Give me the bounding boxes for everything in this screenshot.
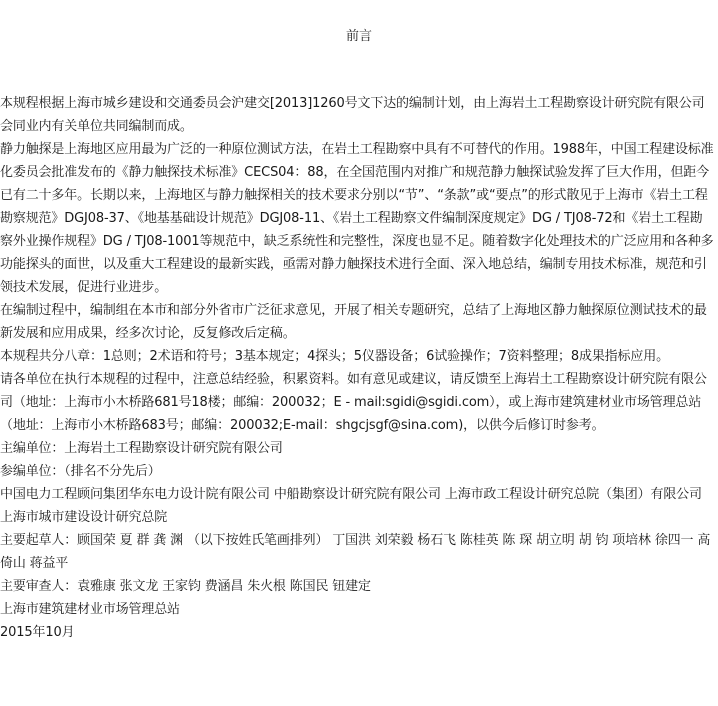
main-drafters: 主要起草人：顾国荣 夏 群 龚 渊 （以下按姓氏笔画排列） 丁国洪 刘荣毅 杨石飞 陈桂英 陈 琛 胡立明 胡 钧 项培林 徐四一 高倚山 蒋益平 xyxy=(0,533,711,571)
issue-date: 2015年10月 xyxy=(0,625,75,640)
document-body xyxy=(0,92,714,644)
issuing-authority: 上海市建筑建材业市场管理总站 xyxy=(0,602,180,617)
chief-editor-unit: 主编单位：上海岩土工程勘察设计研究院有限公司 xyxy=(0,441,283,456)
participating-units-label: 参编单位：（排名不分先后） xyxy=(0,464,161,479)
paragraph-background: 静力触探是上海地区应用最为广泛的一种原位测试方法，在岩土工程勘察中具有不可替代的作用。1988年，中国工程建设标准化委员会批准发布的《静力触探技术标准》CECS04：88，在全国范围内对推广和规范静力触探试验发挥了巨大作用，但距今已有二十多年。长期以来，上海地区与静力触探相关的技术要求分别以“节”、“条款”或“要点”的形式散见于上海市《岩土工程勘察规范》DGJ08-37、《地基基础设计规范》DGJ08-11、《岩土工程勘察文件编制深度规定》DG / TJ08-72和《岩土工程勘察外业操作规程》DG / TJ08-1001等规范中，缺乏系统性和完整性，深度也显不足。随着数字化处理技术的广泛应用和各种多功能探头的面世，以及重大工程建设的最新实践，亟需对静力触探技术进行全面、深入地总结，编制专用技术标准，规范和引领技术发展，促进行业进步。 xyxy=(0,142,714,295)
page-title: 前言 xyxy=(345,29,372,44)
participating-unit-extra: 上海市城市建设设计研究总院 xyxy=(0,510,168,525)
paragraph-process: 在编制过程中，编制组在本市和部分外省市广泛征求意见，开展了相关专题研究，总结了上海地区静力触探原位测试技术的最新发展和应用成果，经多次讨论，反复修改后定稿。 xyxy=(0,303,707,341)
paragraph-feedback: 请各单位在执行本规程的过程中，注意总结经验，积累资料。如有意见或建议，请反馈至上海岩土工程勘察设计研究院有限公司（地址：上海市小木桥路681号18楼；邮编：200032；E - mail:sgidi@sgidi.com），或上海市建筑建材业市场管理总站（地址：上海市小木桥路683号；邮编：200032;E-mail：shgcjsgf@sina.com)，以供今后修订时参考。 xyxy=(0,372,707,433)
paragraph-chapters: 本规程共分八章：1总则；2术语和符号；3基本规定；4探头；5仪器设备；6试验操作；7资料整理；8成果指标应用。 xyxy=(0,349,669,364)
participating-units-list: 中国电力工程顾问集团华东电力设计院有限公司 中船勘察设计研究院有限公司 上海市政工程设计研究总院（集团）有限公司 xyxy=(0,487,702,502)
main-reviewers: 主要审查人：袁雅康 张文龙 王家钧 费涵昌 朱火根 陈国民 钮建定 xyxy=(0,579,371,594)
paragraph-intro: 本规程根据上海市城乡建设和交通委员会沪建交[2013]1260号文下达的编制计划，由上海岩土工程勘察设计研究院有限公司会同业内有关单位共同编制而成。 xyxy=(0,96,705,134)
